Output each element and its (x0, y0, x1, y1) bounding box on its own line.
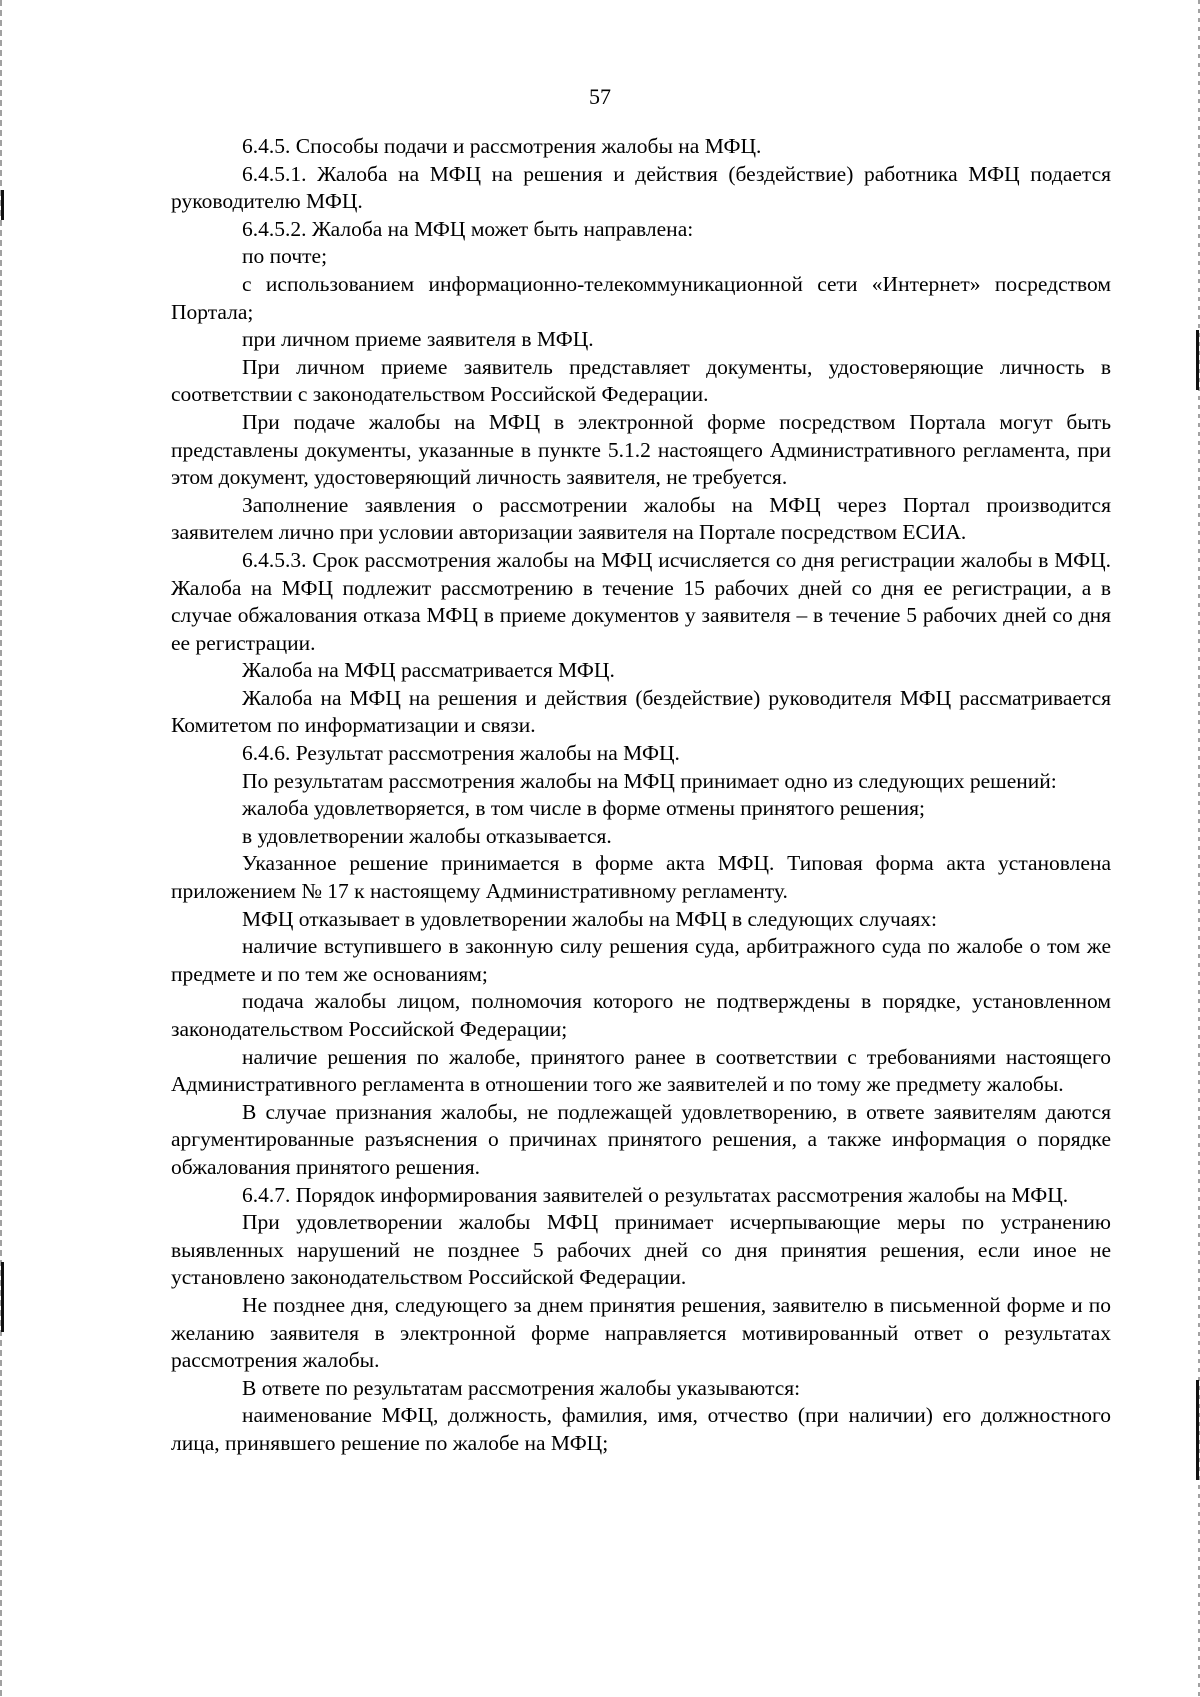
paragraph: по почте; (242, 244, 328, 269)
scan-mark-right-bottom (1196, 1380, 1199, 1480)
paragraph: с использованием информационно-телекоммуникационной сети «Интернет» посредством Портала; (171, 271, 1111, 324)
paragraph: в удовлетворении жалобы отказывается. (242, 823, 612, 848)
paragraph: 6.4.5.2. Жалоба на МФЦ может быть направлена: (242, 216, 694, 241)
scan-mark-left-bottom (1, 1262, 4, 1332)
paragraph: Жалоба на МФЦ рассматривается МФЦ. (242, 658, 615, 683)
paragraph: Жалоба на МФЦ на решения и действия (бездействие) руководителя МФЦ рассматривается Комитетом по информатизации и связи. (171, 685, 1111, 738)
scan-mark-left-top (1, 190, 4, 220)
paragraph: По результатам рассмотрения жалобы на МФЦ принимает одно из следующих решений: (242, 768, 1057, 793)
paragraph: При личном приеме заявитель представляет документы, удостоверяющие личность в соответствии с законодательством Российской Федерации. (171, 354, 1111, 407)
paragraph: жалоба удовлетворяется, в том числе в форме отмены принятого решения; (242, 796, 925, 821)
paragraph: 6.4.5.3. Срок рассмотрения жалобы на МФЦ исчисляется со дня регистрации жалобы в МФЦ. Жалоба на МФЦ подлежит рассмотрению в течение 15 рабочих дней со дня ее регистрации, а в случае обжалования отказа МФЦ в приеме документов у заявителя – в течение 5 рабочих дней со дня ее регистрации. (171, 547, 1111, 655)
paragraph: наличие вступившего в законную силу решения суда, арбитражного суда по жалобе о том же предмете и по тем же основаниям; (171, 934, 1111, 986)
scan-edge-left (0, 0, 2, 1697)
paragraph: МФЦ отказывает в удовлетворении жалобы на МФЦ в следующих случаях: (242, 906, 937, 931)
paragraph: 6.4.6. Результат рассмотрения жалобы на МФЦ. (242, 741, 680, 766)
scan-mark-right-top (1196, 330, 1199, 390)
paragraph: наличие решения по жалобе, принятого ранее в соответствии с требованиями настоящего Административного регламента в отношении того же заявителей и по тому же предмету жалобы. (171, 1044, 1111, 1097)
page-number: 57 (589, 84, 611, 109)
paragraph: При подаче жалобы на МФЦ в электронной форме посредством Портала могут быть представлены документы, указанные в пункте 5.1.2 настоящего Административного регламента, при этом документ, удостоверяющий личность заявителя, не требуется. (171, 409, 1111, 490)
paragraph: 6.4.5.1. Жалоба на МФЦ на решения и действия (бездействие) работника МФЦ подается руководителю МФЦ. (171, 161, 1111, 214)
paragraph: Указанное решение принимается в форме акта МФЦ. Типовая форма акта установлена приложением № 17 к настоящему Административному регламенту. (171, 851, 1111, 904)
paragraph: подача жалобы лицом, полномочия которого не подтверждены в порядке, установленном законодательством Российской Федерации; (171, 989, 1111, 1041)
paragraph: В случае признания жалобы, не подлежащей удовлетворению, в ответе заявителям даются аргументированные разъяснения о причинах принятого решения, а также информация о порядке обжалования принятого решения. (171, 1099, 1111, 1179)
paragraph: 6.4.7. Порядок информирования заявителей о результатах рассмотрения жалобы на МФЦ. (242, 1182, 1069, 1207)
paragraph: Заполнение заявления о рассмотрении жалобы на МФЦ через Портал производится заявителем лично при условии авторизации заявителя на Портале посредством ЕСИА. (171, 492, 1111, 545)
paragraph: В ответе по результатам рассмотрения жалобы указываются: (242, 1375, 801, 1400)
document-body (171, 133, 1111, 1458)
paragraph: при личном приеме заявителя в МФЦ. (242, 327, 594, 352)
paragraph: При удовлетворении жалобы МФЦ принимает исчерпывающие меры по устранению выявленных нарушений не позднее 5 рабочих дней со дня принятия решения, если иное не установлено законодательством Российской Федерации. (171, 1210, 1111, 1290)
paragraph: 6.4.5. Способы подачи и рассмотрения жалобы на МФЦ. (242, 134, 762, 158)
paragraph: Не позднее дня, следующего за днем принятия решения, заявителю в письменной форме и по желанию заявителя в электронной форме направляется мотивированный ответ о результатах рассмотрения жалобы. (171, 1292, 1111, 1373)
paragraph: наименование МФЦ, должность, фамилия, имя, отчество (при наличии) его должностного лица, принявшего решение по жалобе на МФЦ; (171, 1403, 1111, 1455)
